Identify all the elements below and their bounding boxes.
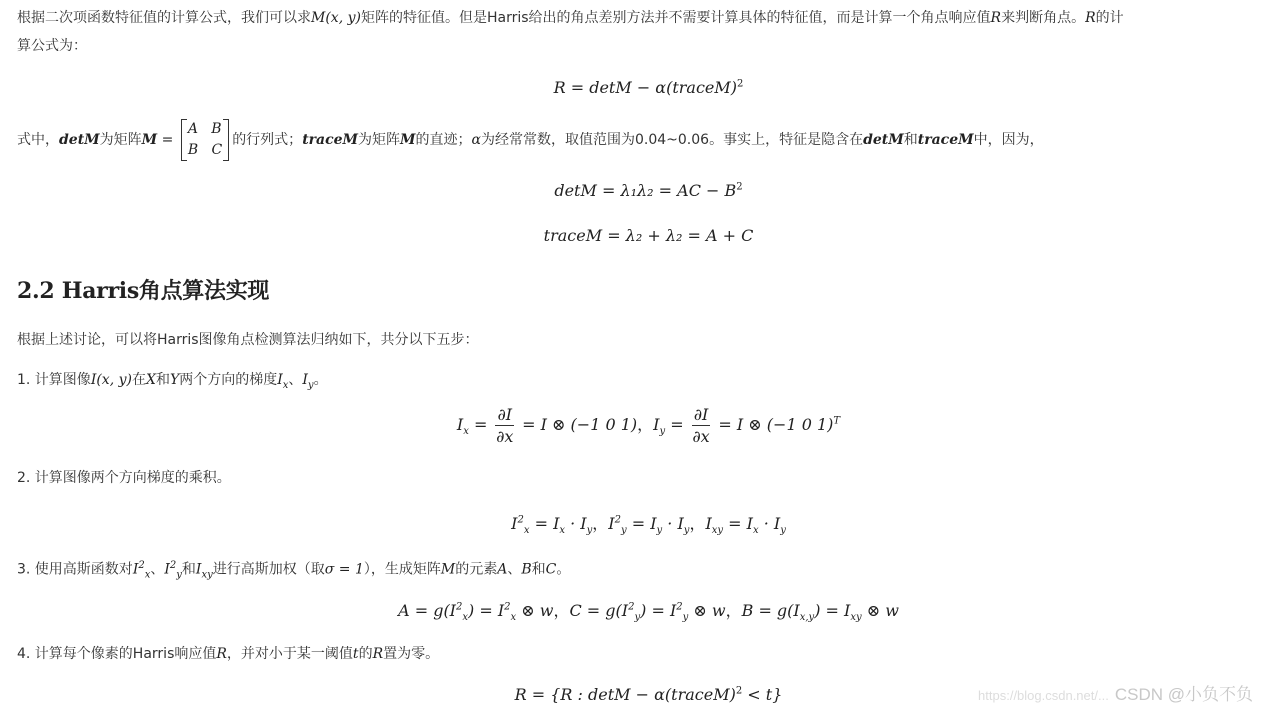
superscript: 2 — [504, 601, 511, 613]
math-inline: M — [440, 561, 456, 578]
text: 1. 计算图像 — [17, 372, 91, 388]
matrix-cell: B — [211, 121, 222, 137]
equation-trace: traceM = λ₂ + λ₂ = A + C — [543, 226, 754, 245]
text: 的 — [358, 646, 373, 662]
math-inline: I — [195, 561, 202, 578]
subscript: y — [307, 379, 314, 391]
subscript: y — [620, 525, 627, 537]
text: 。 — [313, 372, 328, 388]
text: 矩阵的特征值。但是Harris给出的角点差别方法并不需要计算具体的特征值，而是计算一个角点响应值 — [360, 10, 991, 26]
subscript: x — [282, 379, 289, 391]
math-inline: A — [497, 561, 508, 578]
math: = I — [529, 514, 560, 533]
subscript: xy — [850, 612, 862, 624]
text: 3. 使用高斯函数对 — [17, 561, 133, 578]
subscript: y — [682, 612, 689, 624]
text: 和 — [903, 132, 918, 148]
equation-text: R = detM − α(traceM) — [553, 78, 738, 97]
math: A = g(I — [398, 601, 456, 620]
subscript: x — [559, 525, 566, 537]
math-inline: traceM — [917, 132, 974, 148]
math-inline: B — [521, 561, 532, 578]
subscript: y — [659, 426, 666, 438]
math-inline: I — [164, 561, 170, 578]
separator: ， — [725, 601, 742, 620]
math: · I — [758, 514, 781, 533]
math: ) = I — [814, 601, 851, 620]
superscript: 2 — [517, 514, 524, 526]
subscript: y — [656, 525, 663, 537]
text: 为矩阵 — [99, 132, 142, 148]
math-inline: Y — [169, 372, 180, 388]
text: 、 — [288, 372, 303, 388]
math: ⊗ w — [861, 601, 899, 620]
math: B = g(I — [741, 601, 800, 620]
math-inline: I — [302, 372, 308, 388]
math: C = g(I — [569, 601, 629, 620]
intro-paragraph — [17, 6, 1124, 30]
math-inline: X — [145, 372, 156, 388]
subscript: x — [144, 569, 151, 581]
equation-text: detM = λ₁λ₂ = AC − B — [554, 181, 737, 200]
steps-intro: 根据上述讨论，可以将Harris图像角点检测算法归纳如下，共分以下五步： — [17, 332, 479, 348]
math-inline: M — [400, 132, 416, 148]
math-inline: R — [216, 646, 227, 662]
math-inline: = — [157, 132, 178, 148]
math: = — [468, 415, 493, 434]
equation-gradients — [0, 404, 1271, 447]
math-inline: detM — [863, 132, 904, 148]
text: 为矩阵 — [358, 132, 401, 148]
text: 和 — [531, 561, 546, 578]
math: I — [456, 415, 464, 434]
math: I — [511, 514, 518, 533]
equation-gaussian — [0, 598, 1271, 623]
math-inline: σ = 1 — [324, 561, 364, 578]
math-inline: R — [990, 10, 1002, 26]
subscript: x — [463, 426, 469, 438]
math: · I — [662, 514, 684, 533]
subscript: y — [176, 569, 182, 581]
text: 。 — [556, 561, 571, 578]
text: 、 — [507, 561, 522, 578]
math: ) = I — [468, 601, 505, 620]
math: = I ⊗ (−1 0 1) — [517, 415, 638, 434]
subscript: y — [586, 525, 593, 537]
math-inline: M — [141, 132, 158, 148]
math: < t} — [742, 685, 783, 704]
math-inline: M(x, y) — [311, 10, 361, 26]
separator: ， — [553, 601, 570, 620]
step-2: 2. 计算图像两个方向梯度的乘积。 — [17, 470, 231, 486]
math-inline: t — [352, 646, 359, 662]
text: 两个方向的梯度 — [179, 372, 278, 388]
intro-paragraph-line2: 算公式为： — [17, 38, 87, 54]
subscript: y — [683, 525, 690, 537]
text: ），生成矩阵 — [363, 561, 441, 578]
matrix-cell: A — [187, 121, 198, 137]
section-heading: 2.2 Harris角点算法实现 — [17, 278, 270, 304]
math: = I ⊗ (−1 0 1) — [713, 415, 834, 434]
text: 式中， — [17, 132, 59, 148]
superscript: 2 — [138, 560, 145, 571]
math-inline: I — [132, 561, 139, 578]
text: 在 — [131, 372, 146, 388]
equation-response — [0, 78, 1271, 97]
math: = I — [723, 514, 753, 533]
step-1 — [17, 368, 328, 398]
text: 置为零。 — [383, 646, 440, 662]
subscript: x — [462, 612, 469, 624]
matrix-cell: B — [187, 142, 199, 158]
math-inline: traceM — [302, 132, 359, 148]
superscript: 2 — [736, 181, 743, 193]
separator: ， — [689, 514, 706, 533]
math-inline: R — [1085, 10, 1096, 26]
math: R = {R : detM − α(traceM) — [514, 685, 736, 704]
equation-products — [0, 511, 1271, 536]
numerator: ∂I — [693, 405, 709, 424]
text: 4. 计算每个像素的Harris响应值 — [17, 646, 217, 662]
text: 来判断角点。 — [1001, 10, 1086, 26]
text: 、 — [150, 561, 165, 578]
subscript: x,y — [799, 612, 815, 624]
math: I — [653, 415, 660, 434]
numerator: ∂I — [497, 405, 513, 424]
denominator: ∂x — [692, 427, 710, 446]
math: = I — [626, 514, 657, 533]
superscript: T — [833, 415, 841, 427]
watermark-brand: CSDN @小负不负 — [1114, 685, 1253, 704]
definition-paragraph — [17, 118, 1044, 162]
separator: ， — [637, 415, 654, 434]
subscript: y — [780, 525, 786, 537]
watermark — [978, 680, 1253, 705]
text: 和 — [155, 372, 170, 388]
text: ，并对小于某一阈值 — [226, 646, 353, 662]
math: ⊗ w — [688, 601, 726, 620]
subscript: x — [510, 612, 517, 624]
math: ⊗ w — [516, 601, 554, 620]
superscript: 2 — [169, 560, 177, 571]
math-inline: α — [471, 132, 481, 148]
math-inline: C — [545, 561, 557, 578]
fraction — [495, 404, 514, 447]
watermark-url: https://blog.csdn.net/... — [978, 688, 1109, 703]
subscript: x — [523, 525, 530, 537]
math-inline: I — [277, 372, 283, 388]
math: ) = I — [640, 601, 677, 620]
superscript: 2 — [737, 78, 744, 90]
step-4 — [17, 642, 439, 666]
superscript: 2 — [628, 601, 635, 613]
text: 的行列式； — [232, 132, 303, 148]
text: 的计 — [1095, 10, 1124, 26]
math: = — [665, 415, 689, 434]
math-inline: R — [372, 646, 384, 662]
text: 和 — [181, 561, 196, 578]
subscript: x — [752, 525, 759, 537]
text: 为经常常数，取值范围为0.04~0.06。事实上，特征是隐含在 — [481, 132, 864, 148]
math: · I — [565, 514, 587, 533]
text: 根据二次项函数特征值的计算公式，我们可以求 — [17, 10, 311, 26]
math-inline: detM — [59, 132, 100, 148]
denominator: ∂x — [496, 427, 514, 446]
step-3 — [17, 554, 570, 587]
superscript: 2 — [614, 514, 621, 526]
subscript: xy — [201, 569, 213, 581]
matrix-cell: C — [211, 142, 223, 158]
equation-det — [0, 181, 1271, 200]
subscript: y — [634, 612, 641, 624]
text: 的直迹； — [415, 132, 472, 148]
fraction — [692, 404, 711, 447]
superscript: 2 — [676, 601, 683, 613]
subscript: xy — [711, 525, 724, 537]
superscript: 2 — [456, 601, 463, 613]
matrix — [181, 119, 229, 161]
superscript: 2 — [735, 685, 743, 697]
math: I — [608, 514, 615, 533]
text: 的元素 — [455, 561, 498, 578]
text: 进行高斯加权（取 — [212, 561, 325, 578]
separator: ， — [592, 514, 609, 533]
math-inline: I(x, y) — [90, 372, 132, 388]
math: I — [705, 514, 712, 533]
text: 中，因为， — [973, 132, 1044, 148]
